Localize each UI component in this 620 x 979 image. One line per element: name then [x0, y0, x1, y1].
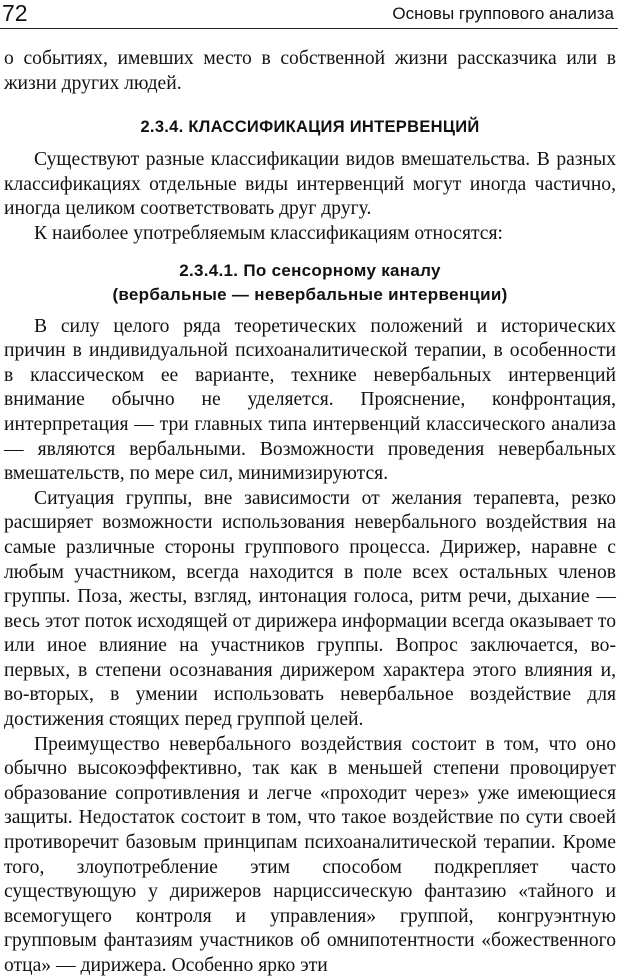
page-header: [0, 0, 618, 29]
running-title: Основы группового анализа: [392, 4, 614, 23]
paragraph-classifications: Существуют разные классификации видов вмешательства. В разных классификациях отдельные виды интервенций могут иногда частично, иногда целиком соответствовать друг другу.: [4, 149, 616, 220]
subsection-heading-line1: 2.3.4.1. По сенсорному каналу: [179, 260, 441, 280]
page-number: 72: [2, 0, 28, 26]
subsection-heading-line2: (вербальные — невербальные интервенции): [112, 284, 508, 304]
page-body: [4, 47, 616, 979]
section-heading: 2.3.4. КЛАССИФИКАЦИЯ ИНТЕРВЕНЦИЙ: [140, 118, 480, 137]
paragraph-group: Ситуация группы, вне зависимости от желания терапевта, резко расширяет возможности использования невербального воздействия на самые различные стороны группового процесса. Дирижер, наравне с любым участником, всегда находится в поле всех остальных членов группы. Поза, жесты, взгляд, интонация голоса, ритм речи, дыхание — весь этот поток исходящей от дирижера информации всегда оказывает то или иное влияние на участников группы. Вопрос заключается, во-первых, в степени осознавания дирижером характера этого влияния и, во-вторых, в умении использовать невербальное воздействие для достижения стоящих перед группой целей.: [4, 487, 616, 731]
paragraph-advantage: Преимущество невербального воздействия состоит в том, что оно обычно высокоэффективно, так как в меньшей степени провоцирует образование сопротивления и легче «проходит через» уже имеющиеся защиты. Недостаток состоит в том, что такое воздействие по сути своей противоречит базовым принципам психоаналитической терапии. Кроме того, злоупотребление этим способом подкрепляет часто существующую у дирижеров нарциссическую фантазию «тайного и всемогущего контроля и управления» группой, конгруэнтную групповым фантазиям участников об омнипотентности «божественного отца» — дирижера. Особенно ярко эти: [4, 733, 616, 976]
paragraph-intro: о событиях, имевших место в собственной жизни рассказчика или в жизни других людей.: [4, 48, 616, 94]
paragraph-theory: В силу целого ряда теоретических положений и исторических причин в индивидуальной психоаналитической терапии, в особенности в классическом ее варианте, технике невербальных интервенций внимание обычно не уделяется. Прояснение, конфронтация, интерпретация — три главных типа интервенций классического анализа — являются вербальными. Возможности проведения невербальных вмешательств, по мере сил, минимизируются.: [4, 315, 616, 485]
paragraph-most-used: К наиболее употребляемым классификациям относятся:: [34, 222, 503, 244]
